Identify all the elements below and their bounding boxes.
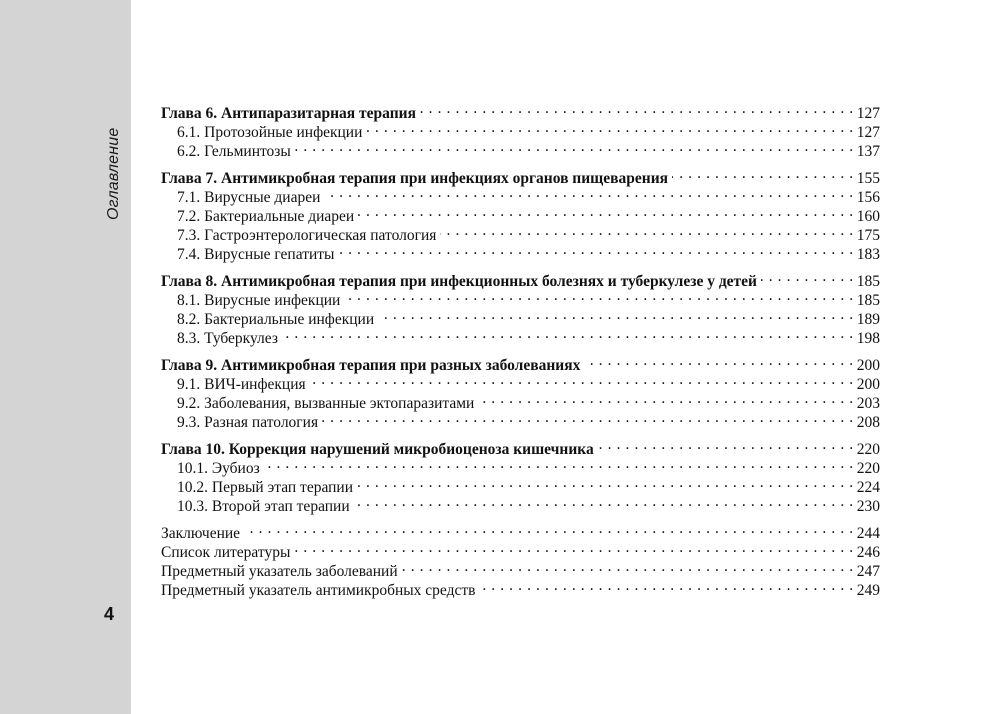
dot-leader — [264, 454, 854, 473]
toc-entry-page-number: 137 — [856, 143, 880, 160]
dot-leader — [440, 221, 853, 240]
toc-chapter-entry[interactable] — [161, 435, 880, 458]
toc-entry-title: 8.3. Туберкулез — [177, 330, 278, 347]
toc-entry-page-number: 224 — [856, 479, 880, 496]
dot-leader — [672, 164, 854, 183]
toc-entry-page-number: 185 — [856, 273, 880, 290]
toc-entry-title: 10.2. Первый этап терапии — [177, 479, 354, 496]
toc-entry-page-number: 220 — [856, 460, 880, 477]
dot-leader — [310, 370, 854, 389]
toc-chapter-group — [161, 164, 880, 263]
toc-chapter-entry[interactable] — [161, 267, 880, 290]
dot-leader — [479, 576, 853, 595]
toc-entry-title: Глава 6. Антипаразитарная терапия — [161, 105, 416, 122]
toc-entry-page-number: 127 — [856, 124, 880, 141]
dot-leader — [344, 286, 853, 305]
toc-entry-title: Предметный указатель антимикробных средств — [161, 582, 476, 599]
toc-entry-page-number: 156 — [856, 189, 880, 206]
dot-leader — [244, 519, 854, 538]
toc-chapter-entry[interactable] — [161, 164, 880, 187]
toc-chapter-group — [161, 267, 880, 347]
dot-leader — [294, 538, 853, 557]
toc-entry-page-number: 185 — [856, 292, 880, 309]
dot-leader — [420, 99, 854, 118]
toc-entry-page-number: 127 — [856, 105, 880, 122]
toc-entry-page-number: 208 — [856, 414, 880, 431]
toc-entry-page-number: 160 — [856, 208, 880, 225]
toc-entry-page-number: 244 — [856, 525, 880, 542]
toc-back-matter-entry[interactable] — [161, 519, 880, 542]
toc-entry-title: 9.3. Разная патология — [177, 414, 319, 431]
running-section-title: Оглавление — [105, 127, 122, 220]
toc-entry-title: Глава 7. Антимикробная терапия при инфекциях органов пищеварения — [161, 170, 669, 187]
dot-leader — [598, 435, 854, 454]
dot-leader — [282, 324, 854, 343]
toc-back-matter-group — [161, 519, 880, 599]
toc-entry-title: 7.2. Бактериальные диареи — [177, 208, 355, 225]
toc-chapter-group — [161, 351, 880, 431]
toc-entry-page-number: 155 — [856, 170, 880, 187]
toc-entry-title: Список литературы — [161, 544, 291, 561]
toc-entry-page-number: 175 — [856, 227, 880, 244]
toc-entry-page-number: 249 — [856, 582, 880, 599]
toc-entry-title: 9.1. ВИЧ-инфекция — [177, 376, 306, 393]
toc-entry-page-number: 198 — [856, 330, 880, 347]
toc-entry-page-number: 203 — [856, 395, 880, 412]
dot-leader — [357, 473, 854, 492]
toc-entry-title: Глава 10. Коррекция нарушений микробиоценоза кишечника — [161, 441, 594, 458]
toc-entry-page-number: 200 — [856, 376, 880, 393]
toc-chapter-entry[interactable] — [161, 351, 880, 374]
dot-leader — [354, 492, 854, 511]
toc-entry-page-number: 230 — [856, 498, 880, 515]
toc-entry-title: Предметный указатель заболеваний — [161, 563, 398, 580]
toc-entry-title: 6.2. Гельминтозы — [177, 143, 291, 160]
toc-chapter-entry[interactable] — [161, 99, 880, 122]
toc-back-matter-entry[interactable] — [161, 538, 880, 561]
toc-entry-title: 7.1. Вирусные диареи — [177, 189, 321, 206]
dot-leader — [378, 305, 854, 324]
dot-leader — [295, 137, 854, 156]
toc-entry-page-number: 247 — [856, 563, 880, 580]
toc-entry-title: 6.1. Протозойные инфекции — [177, 124, 363, 141]
dot-leader — [322, 408, 854, 427]
toc-entry-page-number: 200 — [856, 357, 880, 374]
page-number: 4 — [104, 604, 115, 624]
table-of-contents — [161, 99, 880, 603]
toc-entry-title: 7.4. Вирусные гепатиты — [177, 246, 335, 263]
toc-entry-title: Глава 8. Антимикробная терапия при инфекционных болезнях и туберкулезе у детей — [161, 273, 757, 290]
toc-entry-page-number: 220 — [856, 441, 880, 458]
toc-entry-page-number: 246 — [856, 544, 880, 561]
toc-entry-page-number: 183 — [856, 246, 880, 263]
dot-leader — [761, 267, 854, 286]
dot-leader — [324, 183, 853, 202]
toc-entry-title: 7.3. Гастроэнтерологическая патология — [177, 227, 437, 244]
dot-leader — [358, 202, 854, 221]
toc-section-entry[interactable] — [161, 473, 880, 496]
dot-leader — [402, 557, 854, 576]
dot-leader — [584, 351, 853, 370]
toc-entry-title: 10.1. Эубиоз — [177, 460, 260, 477]
toc-entry-title: 8.1. Вирусные инфекции — [177, 292, 341, 309]
toc-entry-title: 8.2. Бактериальные инфекции — [177, 311, 375, 328]
toc-entry-title: Заключение — [161, 525, 241, 542]
toc-chapter-group — [161, 99, 880, 160]
toc-section-entry[interactable] — [161, 454, 880, 477]
dot-leader — [478, 389, 853, 408]
dot-leader — [338, 240, 853, 259]
toc-entry-title: Глава 9. Антимикробная терапия при разных заболеваниях — [161, 357, 581, 374]
toc-entry-page-number: 189 — [856, 311, 880, 328]
toc-entry-title: 10.3. Второй этап терапии — [177, 498, 350, 515]
toc-chapter-group — [161, 435, 880, 515]
dot-leader — [366, 118, 853, 137]
toc-entry-title: 9.2. Заболевания, вызванные эктопаразитами — [177, 395, 475, 412]
